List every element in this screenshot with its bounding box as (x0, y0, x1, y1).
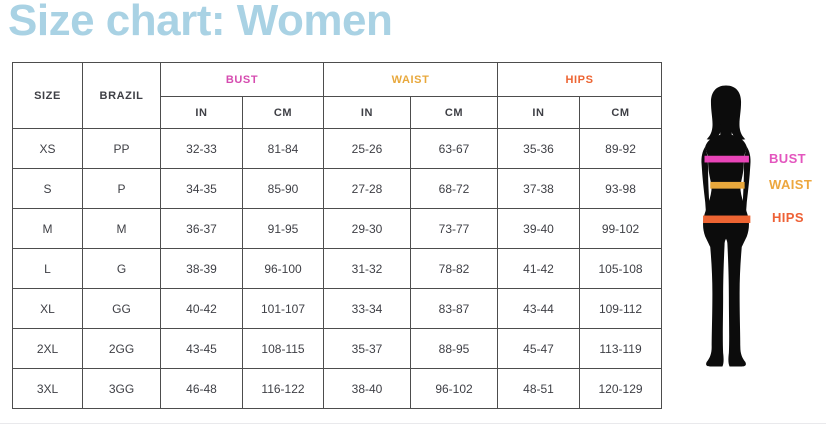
cell-brazil: M (83, 209, 161, 249)
hips-band (703, 216, 750, 223)
cell-waist-in: 31-32 (324, 249, 411, 289)
cell-waist-in: 38-40 (324, 369, 411, 409)
column-header-waist-in: IN (324, 97, 411, 129)
cell-bust-in: 46-48 (161, 369, 243, 409)
cell-brazil: GG (83, 289, 161, 329)
cell-hips-in: 43-44 (498, 289, 580, 329)
cell-hips-in: 48-51 (498, 369, 580, 409)
column-header-waist-cm: CM (411, 97, 498, 129)
column-header-hips-cm: CM (580, 97, 662, 129)
cell-hips-cm: 99-102 (580, 209, 662, 249)
cell-size: XL (13, 289, 83, 329)
size-chart-table (12, 62, 662, 409)
table-row-xl (13, 289, 662, 329)
cell-bust-in: 38-39 (161, 249, 243, 289)
cell-hips-cm: 113-119 (580, 329, 662, 369)
cell-size: 3XL (13, 369, 83, 409)
cell-bust-cm: 101-107 (243, 289, 324, 329)
cell-brazil: PP (83, 129, 161, 169)
table-row-s (13, 169, 662, 209)
cell-bust-in: 36-37 (161, 209, 243, 249)
cell-waist-in: 27-28 (324, 169, 411, 209)
table-row-l (13, 249, 662, 289)
cell-hips-cm: 93-98 (580, 169, 662, 209)
table-row-2xl (13, 329, 662, 369)
waist-band (710, 182, 744, 189)
cell-hips-cm: 105-108 (580, 249, 662, 289)
column-header-bust-cm: CM (243, 97, 324, 129)
cell-size: M (13, 209, 83, 249)
cell-hips-in: 37-38 (498, 169, 580, 209)
column-header-brazil: BRAZIL (83, 63, 161, 129)
cell-waist-cm: 68-72 (411, 169, 498, 209)
column-header-hips: HIPS (498, 63, 662, 97)
column-header-waist: WAIST (324, 63, 498, 97)
cell-waist-in: 29-30 (324, 209, 411, 249)
figure-label-hips: HIPS (772, 210, 804, 225)
cell-bust-in: 40-42 (161, 289, 243, 329)
column-header-size: SIZE (13, 63, 83, 129)
cell-size: L (13, 249, 83, 289)
cell-hips-cm: 89-92 (580, 129, 662, 169)
cell-waist-in: 33-34 (324, 289, 411, 329)
cell-bust-cm: 91-95 (243, 209, 324, 249)
woman-silhouette-icon (683, 84, 769, 368)
cell-waist-cm: 78-82 (411, 249, 498, 289)
cell-hips-in: 45-47 (498, 329, 580, 369)
cell-bust-cm: 85-90 (243, 169, 324, 209)
cell-waist-cm: 83-87 (411, 289, 498, 329)
measurement-figure (683, 84, 769, 368)
table-row-xs (13, 129, 662, 169)
cell-bust-cm: 96-100 (243, 249, 324, 289)
cell-hips-cm: 109-112 (580, 289, 662, 329)
cell-hips-in: 39-40 (498, 209, 580, 249)
cell-bust-in: 34-35 (161, 169, 243, 209)
cell-waist-in: 25-26 (324, 129, 411, 169)
figure-label-waist: WAIST (769, 177, 813, 192)
cell-brazil: P (83, 169, 161, 209)
column-header-hips-in: IN (498, 97, 580, 129)
cell-hips-in: 35-36 (498, 129, 580, 169)
page-title: Size chart: Women (8, 0, 393, 45)
table-row-3xl (13, 369, 662, 409)
cell-brazil: 3GG (83, 369, 161, 409)
cell-waist-cm: 73-77 (411, 209, 498, 249)
cell-bust-cm: 116-122 (243, 369, 324, 409)
figure-label-bust: BUST (769, 151, 806, 166)
cell-brazil: 2GG (83, 329, 161, 369)
cell-brazil: G (83, 249, 161, 289)
cell-size: XS (13, 129, 83, 169)
cell-size: S (13, 169, 83, 209)
cell-hips-in: 41-42 (498, 249, 580, 289)
cell-waist-cm: 96-102 (411, 369, 498, 409)
cell-bust-cm: 81-84 (243, 129, 324, 169)
column-header-bust-in: IN (161, 97, 243, 129)
bust-band (705, 156, 749, 163)
table-row-m (13, 209, 662, 249)
cell-waist-cm: 63-67 (411, 129, 498, 169)
cell-bust-in: 43-45 (161, 329, 243, 369)
cell-hips-cm: 120-129 (580, 369, 662, 409)
column-header-bust: BUST (161, 63, 324, 97)
cell-waist-cm: 88-95 (411, 329, 498, 369)
cell-bust-in: 32-33 (161, 129, 243, 169)
cell-waist-in: 35-37 (324, 329, 411, 369)
cell-bust-cm: 108-115 (243, 329, 324, 369)
cell-size: 2XL (13, 329, 83, 369)
